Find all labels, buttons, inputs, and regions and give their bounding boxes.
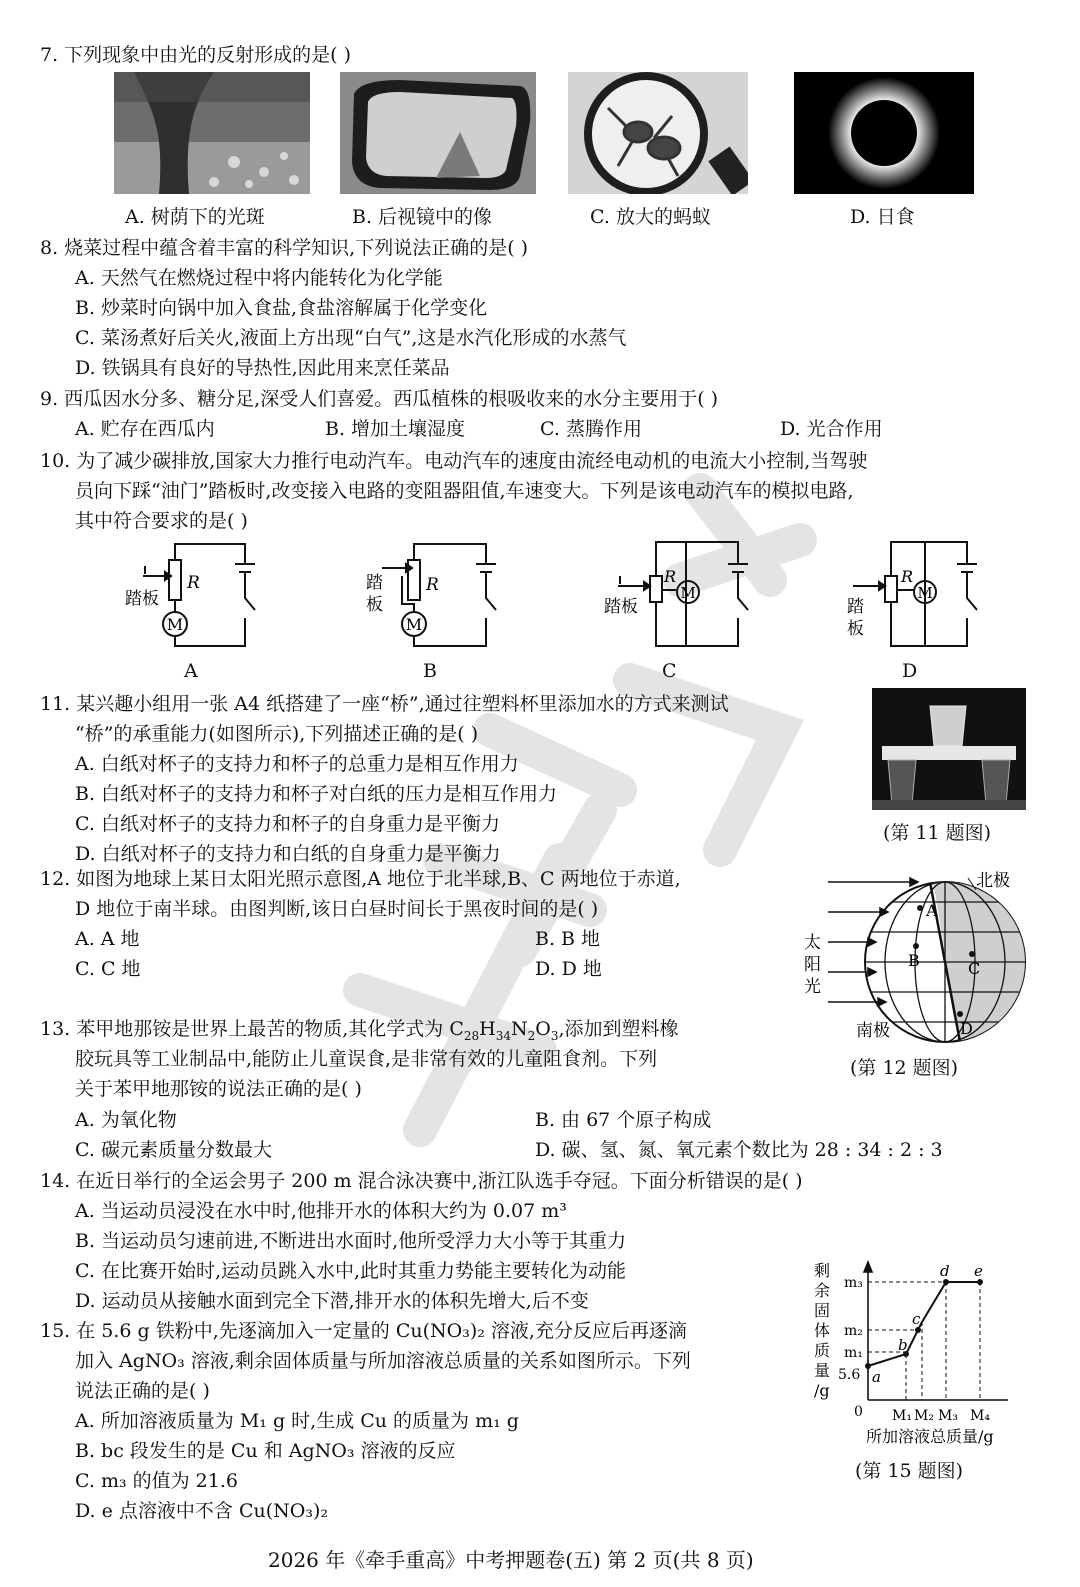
svg-text:m₂: m₂ <box>844 1323 863 1339</box>
circuit-b-label: B <box>423 660 437 682</box>
q8-option-c: C. 菜汤煮好后关火,液面上方出现“白气”,这是水汽化形成的水蒸气 <box>75 327 627 349</box>
svg-text:固: 固 <box>814 1301 831 1320</box>
svg-text:/g: /g <box>814 1381 830 1400</box>
q14-option-d: D. 运动员从接触水面到完全下潜,排开水的体积先增大,后不变 <box>75 1290 589 1312</box>
q7-option-b: B. 后视镜中的像 <box>352 206 493 228</box>
svg-text:M₃: M₃ <box>938 1408 958 1424</box>
svg-text:R: R <box>664 567 677 586</box>
svg-text:c: c <box>912 1310 921 1328</box>
q8-option-a: A. 天然气在燃烧过程中将内能转化为化学能 <box>75 267 443 289</box>
circuit-c-label: C <box>662 660 677 682</box>
q14-option-a: A. 当运动员浸没在水中时,他排开水的体积大约为 0.07 m³ <box>75 1200 567 1222</box>
q15-line-3: 说法正确的是( ) <box>75 1380 210 1402</box>
svg-text:M: M <box>405 615 423 634</box>
q8-option-d: D. 铁锅具有良好的导热性,因此用来烹任菜品 <box>75 357 450 379</box>
svg-text:量: 量 <box>814 1361 831 1380</box>
page-footer: 2026 年《牵手重高》中考押题卷(五) 第 2 页(共 8 页) <box>268 1548 754 1572</box>
svg-text:太: 太 <box>804 933 821 953</box>
svg-text:所加溶液总质量/g: 所加溶液总质量/g <box>866 1427 994 1446</box>
circuit-a-label: A <box>184 660 198 682</box>
svg-text:M: M <box>680 584 696 602</box>
circuit-d-label: D <box>902 660 918 682</box>
q8-option-b: B. 炒菜时向锅中加入食盐,食盐溶解属于化学变化 <box>75 297 488 319</box>
svg-text:南极: 南极 <box>856 1021 890 1041</box>
svg-text:M₁: M₁ <box>892 1408 912 1424</box>
q13-option-b: B. 由 67 个原子构成 <box>535 1109 712 1131</box>
q15-graph <box>808 1258 1048 1458</box>
q7-option-d: D. 日食 <box>850 206 915 228</box>
q15-option-d: D. e 点溶液中不含 Cu(NO₃)₂ <box>75 1500 328 1522</box>
q12-option-a: A. A 地 <box>75 928 140 950</box>
svg-text:e: e <box>974 1262 983 1280</box>
svg-text:R: R <box>901 567 914 586</box>
svg-text:R: R <box>187 573 200 593</box>
q14-option-b: B. 当运动员匀速前进,不断进出水面时,他所受浮力大小等于其重力 <box>75 1230 627 1252</box>
svg-text:光: 光 <box>804 977 821 997</box>
q15-caption: (第 15 题图) <box>855 1460 964 1482</box>
q9-stem: 9. 西瓜因水分多、糖分足,深受人们喜爱。西瓜植株的根吸收来的水分主要用于( ) <box>40 388 719 410</box>
q13-option-a: A. 为氧化物 <box>75 1109 177 1131</box>
q7-option-a: A. 树荫下的光斑 <box>125 206 265 228</box>
svg-text:C: C <box>968 959 981 978</box>
q10-line-2: 员向下踩“油门”踏板时,改变接入电路的变阻器阻值,车速变大。下列是该电动汽车的模拟电路, <box>75 480 854 502</box>
svg-text:5.6: 5.6 <box>838 1367 861 1383</box>
q12-option-c: C. C 地 <box>75 958 141 980</box>
photo-magnified-ant <box>568 72 748 194</box>
svg-text:B: B <box>908 951 920 970</box>
q7-stem: 7. 下列现象中由光的反射形成的是( ) <box>40 44 352 66</box>
q12-line-2: D 地位于南半球。由图判断,该日白昼时间长于黑夜时间的是( ) <box>75 898 599 920</box>
q10-line-1: 10. 为了减少碳排放,国家大力推行电动汽车。电动汽车的速度由流经电动机的电流大小控制,当驾驶 <box>40 450 868 472</box>
q11-option-c: C. 白纸对杯子的支持力和杯子的自身重力是平衡力 <box>75 813 500 835</box>
q13-line-1: 13. 苯甲地那铵是世界上最苦的物质,其化学式为 $C_{28}H_{34}N_2O_3$,添加到塑料橡 <box>40 1018 679 1043</box>
pedal-label: 踏板 <box>125 589 159 609</box>
svg-text:R: R <box>426 575 439 595</box>
q13-option-c: C. 碳元素质量分数最大 <box>75 1139 272 1161</box>
q15-option-a: A. 所加溶液质量为 M₁ g 时,生成 Cu 的质量为 m₁ g <box>75 1410 519 1432</box>
q9-option-b: B. 增加土壤湿度 <box>325 418 466 440</box>
svg-text:踏板: 踏板 <box>604 597 638 617</box>
svg-text:m₁: m₁ <box>844 1345 863 1361</box>
q14-option-c: C. 在比赛开始时,运动员跳入水中,此时其重力势能主要转化为动能 <box>75 1260 627 1282</box>
q7-option-c: C. 放大的蚂蚁 <box>590 206 711 228</box>
svg-text:b: b <box>898 1336 908 1354</box>
svg-text:板: 板 <box>847 619 864 639</box>
svg-text:阳: 阳 <box>804 955 821 975</box>
q15-line-1: 15. 在 5.6 g 铁粉中,先逐滴加入一定量的 Cu(NO₃)₂ 溶液,充分反应后再逐滴 <box>40 1320 687 1342</box>
q12-option-d: D. D 地 <box>535 958 602 980</box>
q12-caption: (第 12 题图) <box>850 1057 959 1079</box>
svg-text:体: 体 <box>814 1321 831 1340</box>
earth-sunlight-diagram <box>800 862 1040 1046</box>
q15-option-b: B. bc 段发生的是 Cu 和 AgNO₃ 溶液的反应 <box>75 1440 456 1462</box>
svg-text:0: 0 <box>854 1404 863 1420</box>
svg-text:踏: 踏 <box>847 597 864 617</box>
q13-line-3: 关于苯甲地那铵的说法正确的是( ) <box>75 1078 362 1100</box>
q11-line-2: “桥”的承重能力(如图所示),下列描述正确的是( ) <box>75 723 479 745</box>
q9-option-a: A. 贮存在西瓜内 <box>75 418 215 440</box>
svg-text:A: A <box>926 901 938 920</box>
svg-text:质: 质 <box>814 1341 831 1360</box>
svg-text:M₂: M₂ <box>914 1408 934 1424</box>
q13-option-d: D. 碳、氢、氮、氧元素个数比为 28 : 34 : 2 : 3 <box>535 1139 943 1161</box>
photo-solar-eclipse <box>794 72 974 194</box>
circuit-c <box>604 536 754 682</box>
q14-stem: 14. 在近日举行的全运会男子 200 m 混合泳决赛中,浙江队选手夺冠。下面分析错误的是( ) <box>40 1170 803 1192</box>
svg-text:M: M <box>917 584 933 602</box>
photo-paper-bridge <box>872 688 1026 810</box>
svg-text:余: 余 <box>814 1281 831 1300</box>
svg-text:M₄: M₄ <box>970 1408 990 1424</box>
photo-rearview-mirror <box>340 72 536 194</box>
svg-text:M: M <box>166 615 184 634</box>
q13-line-2: 胶玩具等工业制品中,能防止儿童误食,是非常有效的儿童阻食剂。下列 <box>75 1048 658 1070</box>
svg-text:d: d <box>940 1262 950 1280</box>
q11-line-1: 11. 某兴趣小组用一张 A4 纸搭建了一座“桥”,通过往塑料杯里添加水的方式来测试 <box>40 693 729 715</box>
svg-text:踏: 踏 <box>366 573 383 593</box>
svg-text:D: D <box>960 1019 973 1038</box>
svg-text:板: 板 <box>366 595 383 615</box>
q9-option-d: D. 光合作用 <box>780 418 883 440</box>
q12-line-1: 12. 如图为地球上某日太阳光照示意图,A 地位于北半球,B、C 两地位于赤道, <box>40 868 681 890</box>
q15-line-2: 加入 AgNO₃ 溶液,剩余固体质量与所加溶液总质量的关系如图所示。下列 <box>75 1350 691 1372</box>
photo-tree-shade <box>114 72 310 194</box>
q10-line-3: 其中符合要求的是( ) <box>75 510 248 532</box>
svg-text:北极: 北极 <box>976 871 1010 891</box>
q11-option-a: A. 白纸对杯子的支持力和杯子的总重力是相互作用力 <box>75 753 519 775</box>
svg-text:a: a <box>872 1368 881 1386</box>
q15-option-c: C. m₃ 的值为 21.6 <box>75 1470 238 1492</box>
svg-text:m₃: m₃ <box>844 1275 863 1291</box>
q12-option-b: B. B 地 <box>535 928 601 950</box>
q11-option-b: B. 白纸对杯子的支持力和杯子对白纸的压力是相互作用力 <box>75 783 558 805</box>
svg-text:剩: 剩 <box>814 1261 831 1280</box>
q11-caption: (第 11 题图) <box>883 822 992 844</box>
q8-stem: 8. 烧菜过程中蕴含着丰富的科学知识,下列说法正确的是( ) <box>40 237 529 259</box>
q11-option-d: D. 白纸对杯子的支持力和白纸的自身重力是平衡力 <box>75 843 501 865</box>
q9-option-c: C. 蒸腾作用 <box>540 418 642 440</box>
